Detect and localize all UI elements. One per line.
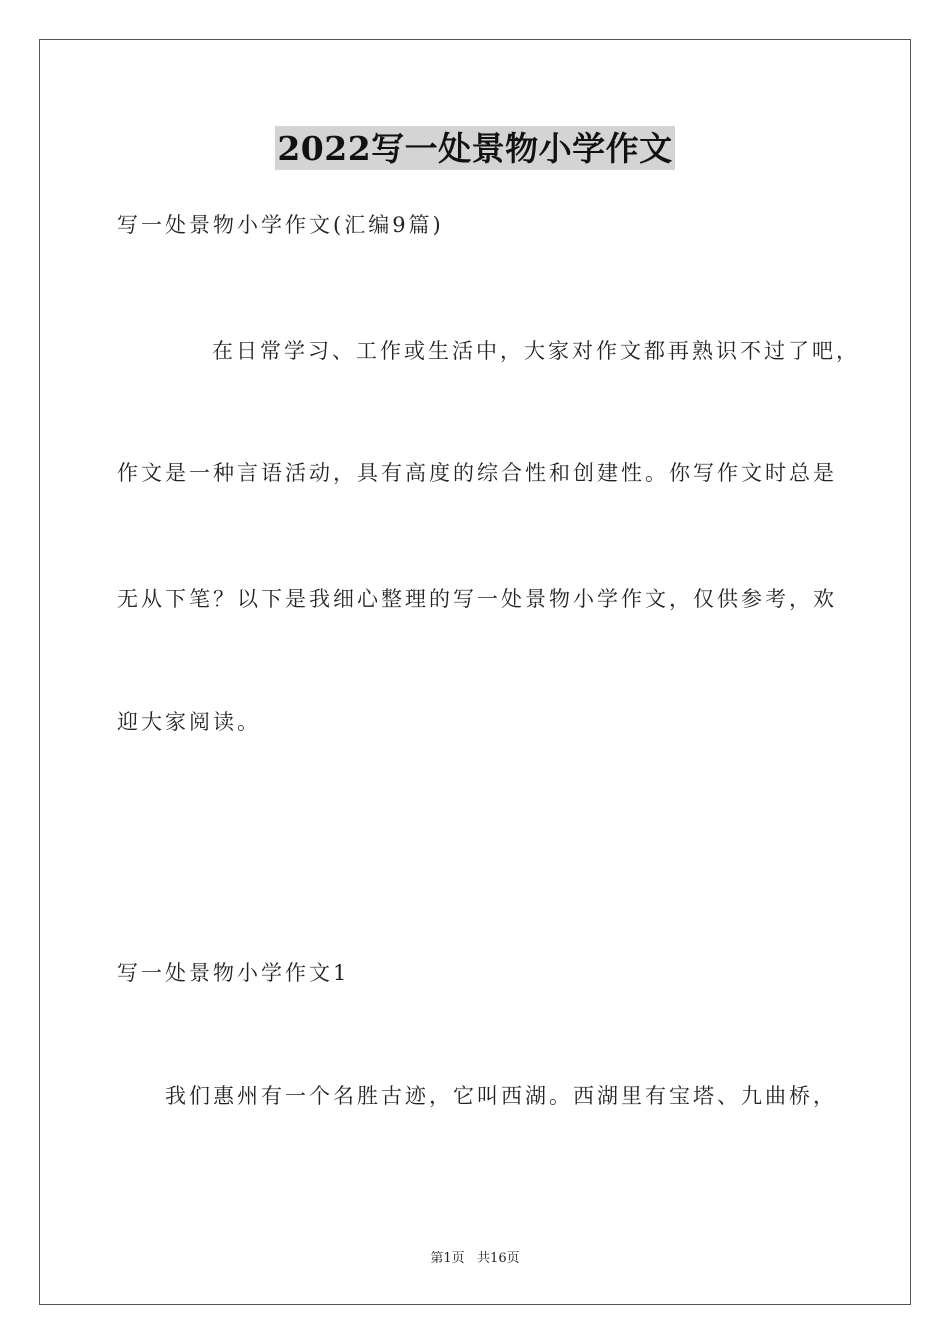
- intro-line-3: 无从下笔？以下是我细心整理的写一处景物小学作文，仅供参考，欢: [117, 587, 837, 611]
- title-container: [0, 126, 950, 170]
- section-paragraph-line-1: 我们惠州有一个名胜古迹，它叫西湖。西湖里有宝塔、九曲桥，: [165, 1084, 837, 1108]
- intro-line-4: 迎大家阅读。: [117, 710, 261, 734]
- page-number-footer: 第1页 共16页: [430, 1251, 520, 1266]
- document-subtitle: 写一处景物小学作文(汇编9篇): [117, 213, 444, 237]
- intro-line-1: 在日常学习、工作或生活中，大家对作文都再熟识不过了吧，: [212, 339, 860, 363]
- document-title: 2022写一处景物小学作文: [275, 126, 674, 170]
- section-heading: 写一处景物小学作文1: [117, 961, 350, 985]
- intro-line-2: 作文是一种言语活动，具有高度的综合性和创建性。你写作文时总是: [117, 461, 837, 485]
